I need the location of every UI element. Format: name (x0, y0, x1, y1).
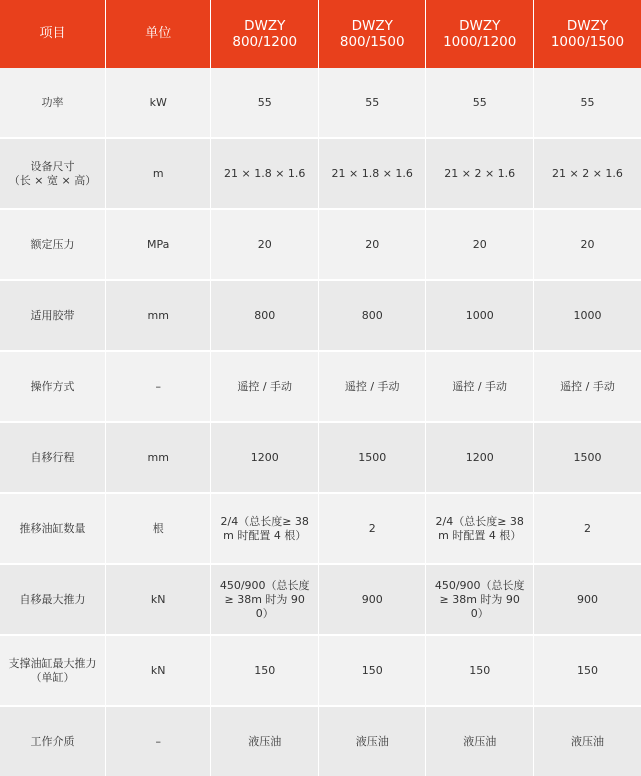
model-series: DWZY (351, 18, 393, 34)
value-cell: 20 (426, 209, 534, 280)
row-item-label: 支撑油缸最大推力 (8, 656, 97, 670)
row-item-label: 适用胶带 (30, 308, 75, 322)
value-cell: 遥控 / 手动 (211, 351, 319, 422)
table-row (0, 493, 641, 564)
value-cell: 55 (426, 68, 534, 138)
value-cell: 150 (318, 635, 426, 706)
model-spec: 800/1200 (232, 34, 298, 50)
row-item-cell (0, 635, 105, 706)
row-item-sublabel: （单缸） (30, 670, 75, 684)
model-series: DWZY (244, 18, 286, 34)
row-unit-cell: kN (105, 635, 210, 706)
value-cell: 遥控 / 手动 (426, 351, 534, 422)
model-spec: 1000/1200 (443, 34, 517, 50)
row-item-label: 功率 (41, 95, 64, 109)
row-item-label: 自移最大推力 (19, 592, 86, 606)
table-row (0, 564, 641, 635)
value-cell: 150 (426, 635, 534, 706)
value-cell: 55 (318, 68, 426, 138)
header-model (211, 0, 319, 68)
row-item-cell (0, 493, 105, 564)
row-unit-cell: mm (105, 422, 210, 493)
row-item-label: 自移行程 (30, 450, 75, 464)
value-cell: 液压油 (211, 706, 319, 776)
row-unit-cell: – (105, 706, 210, 776)
model-spec: 1000/1500 (550, 34, 625, 50)
value-cell: 900 (318, 564, 426, 635)
value-cell: 800 (211, 280, 319, 351)
value-cell: 20 (318, 209, 426, 280)
row-item-label: 操作方式 (30, 379, 75, 393)
value-cell: 1200 (426, 422, 534, 493)
value-cell: 20 (211, 209, 319, 280)
value-cell: 2 (318, 493, 426, 564)
header-model (533, 0, 641, 68)
row-item-sublabel: （长 × 宽 × 高） (8, 173, 97, 187)
row-item-label: 额定压力 (30, 237, 75, 251)
row-unit-cell: MPa (105, 209, 210, 280)
value-cell: 21 × 1.8 × 1.6 (318, 138, 426, 209)
row-item-cell (0, 68, 105, 138)
value-cell: 2 (533, 493, 641, 564)
table-row (0, 138, 641, 209)
row-item-cell (0, 564, 105, 635)
value-cell: 2/4（总长度≥ 38m 时配置 4 根） (426, 493, 534, 564)
value-cell: 液压油 (426, 706, 534, 776)
value-cell: 1500 (533, 422, 641, 493)
value-cell: 21 × 2 × 1.6 (426, 138, 534, 209)
table-row (0, 280, 641, 351)
model-series: DWZY (459, 18, 501, 34)
value-cell: 21 × 2 × 1.6 (533, 138, 641, 209)
row-item-cell (0, 138, 105, 209)
model-spec: 800/1500 (339, 34, 405, 50)
table-row (0, 68, 641, 138)
value-cell: 1000 (533, 280, 641, 351)
value-cell: 液压油 (318, 706, 426, 776)
header-model (318, 0, 426, 68)
value-cell: 21 × 1.8 × 1.6 (211, 138, 319, 209)
value-cell: 1500 (318, 422, 426, 493)
table-row (0, 209, 641, 280)
value-cell: 遥控 / 手动 (533, 351, 641, 422)
value-cell: 液压油 (533, 706, 641, 776)
model-series: DWZY (566, 18, 609, 34)
value-cell: 900 (533, 564, 641, 635)
table-row (0, 706, 641, 776)
row-item-cell (0, 280, 105, 351)
value-cell: 55 (533, 68, 641, 138)
row-item-label: 推移油缸数量 (19, 521, 86, 535)
row-unit-cell: 根 (105, 493, 210, 564)
row-item-cell (0, 351, 105, 422)
value-cell: 450/900（总长度 ≥ 38m 时为 900） (211, 564, 319, 635)
row-item-cell (0, 209, 105, 280)
row-item-label: 工作介质 (30, 734, 75, 748)
row-item-cell (0, 422, 105, 493)
value-cell: 20 (533, 209, 641, 280)
header-model (426, 0, 534, 68)
row-unit-cell: kW (105, 68, 210, 138)
header-row (0, 0, 641, 68)
value-cell: 150 (533, 635, 641, 706)
value-cell: 2/4（总长度≥ 38m 时配置 4 根） (211, 493, 319, 564)
row-unit-cell: – (105, 351, 210, 422)
value-cell: 遥控 / 手动 (318, 351, 426, 422)
header-item: 项目 (0, 0, 105, 68)
table-row (0, 351, 641, 422)
value-cell: 800 (318, 280, 426, 351)
row-unit-cell: m (105, 138, 210, 209)
value-cell: 1000 (426, 280, 534, 351)
table-row (0, 422, 641, 493)
table-header (0, 0, 641, 68)
row-unit-cell: mm (105, 280, 210, 351)
value-cell: 150 (211, 635, 319, 706)
table-row (0, 635, 641, 706)
value-cell: 55 (211, 68, 319, 138)
value-cell: 1200 (211, 422, 319, 493)
row-unit-cell: kN (105, 564, 210, 635)
table-body (0, 68, 641, 776)
header-unit: 单位 (105, 0, 210, 68)
row-item-label: 设备尺寸 (30, 159, 75, 173)
value-cell: 450/900（总长度 ≥ 38m 时为 900） (426, 564, 534, 635)
row-item-cell (0, 706, 105, 776)
